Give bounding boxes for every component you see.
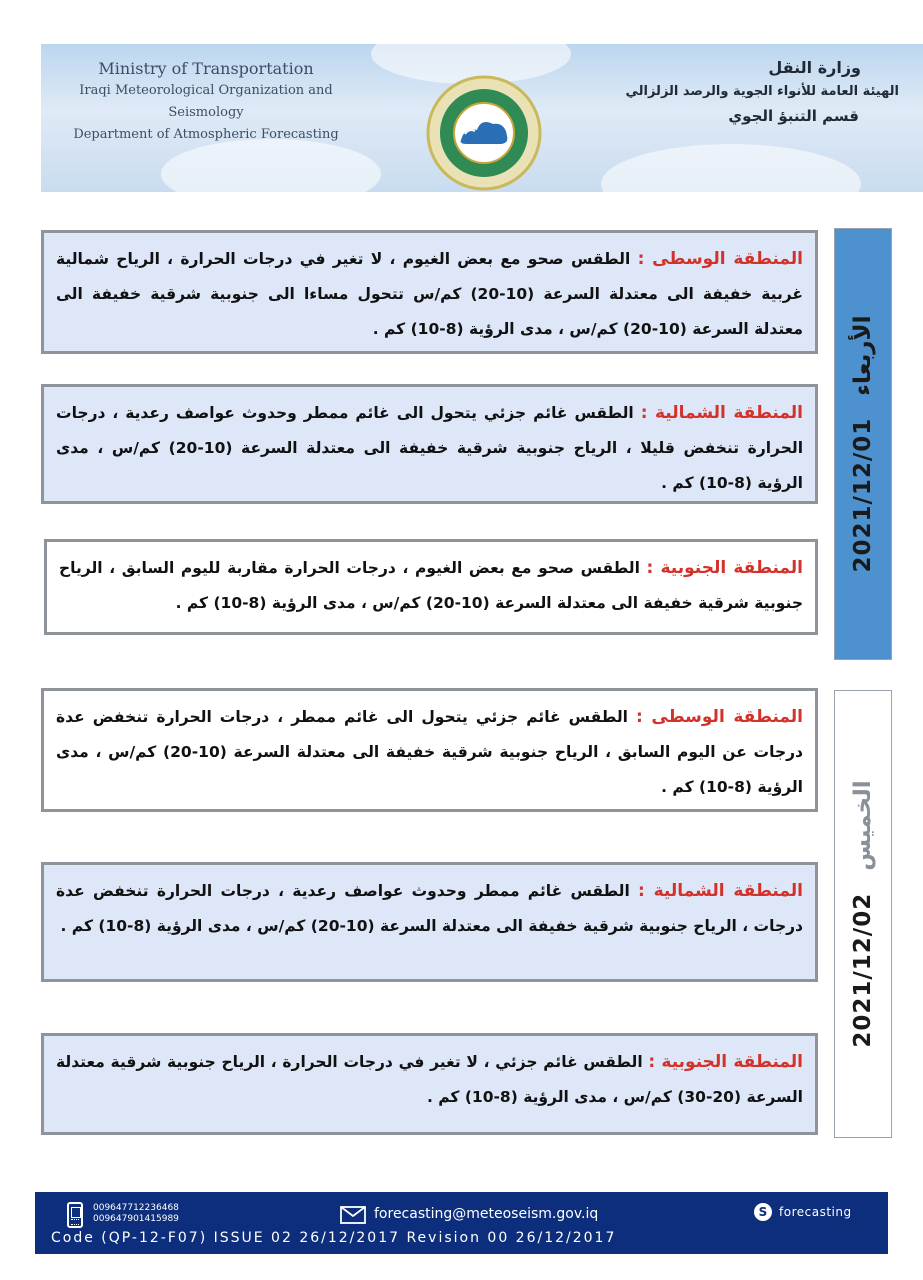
forecast-date: 2021/12/01 bbox=[850, 417, 876, 573]
header-english bbox=[51, 58, 361, 146]
date-sidebar-day1 bbox=[834, 228, 892, 660]
phone-numbers bbox=[93, 1203, 179, 1225]
department-name-ar: قسم التنبؤ الجوي bbox=[728, 107, 859, 125]
forecast-box-day1-north bbox=[41, 384, 818, 504]
forecast-text: الطقس غائم جزئي يتحول الى غائم ممطر ، درجات الحرارة تنخفض عدة درجات عن اليوم السابق ، الرياح جنوبية شرقية خفيفة الى معتدلة السرعة (10-20) كم/س ، مدى الرؤية (8-10) كم . bbox=[56, 708, 804, 796]
forecast-text: الطقس غائم جزئي يتحول الى غائم ممطر وحدوث عواصف رعدية ، درجات الحرارة تنخفض قليلا ، الرياح جنوبية شرقية خفيفة الى معتدلة السرعة (10-20) كم/س ، مدى الرؤية (8-10) كم . bbox=[56, 404, 804, 492]
region-label: المنطقة الجنوبية : bbox=[648, 1052, 804, 1072]
forecast-date: 2021/12/02 bbox=[850, 892, 876, 1048]
region-label: المنطقة الوسطى : bbox=[637, 249, 803, 269]
skype-icon: S bbox=[754, 1203, 772, 1221]
organization-name-ar: الهيئة العامة للأنواء الجوية والرصد الزلزالي bbox=[625, 84, 899, 99]
forecast-text: الطقس غائم جزئي ، لا تغير في درجات الحرارة ، الرياح جنوبية شرقية معتدلة السرعة (20-30) كم/س ، مدى الرؤية (8-10) كم . bbox=[56, 1053, 803, 1106]
forecast-text: الطقس صحو مع بعض الغيوم ، لا تغير في درجات الحرارة ، الرياح شمالية غربية خفيفة الى معتدلة السرعة (10-20) كم/س تتحول مساءا الى جنوبية شرقية خفيفة الى معتدلة السرعة (10-20) كم/س ، مدى الرؤية (8-10) كم . bbox=[56, 250, 804, 338]
header-banner bbox=[41, 44, 923, 192]
header-arabic bbox=[599, 56, 899, 128]
forecast-day: الخميس bbox=[850, 780, 876, 871]
forecast-box-day2-south bbox=[41, 1033, 818, 1135]
meteorological-organization-emblem-icon bbox=[425, 74, 543, 192]
phone-icon bbox=[67, 1202, 83, 1228]
forecast-box-day1-central bbox=[41, 230, 818, 354]
mail-icon bbox=[340, 1206, 366, 1224]
region-label: المنطقة الجنوبية : bbox=[646, 558, 803, 578]
forecast-text: الطقس صحو مع بعض الغيوم ، درجات الحرارة مقاربة لليوم السابق ، الرياح جنوبية شرقية خفيفة الى معتدلة السرعة (10-20) كم/س ، مدى الرؤية (8-10) كم . bbox=[59, 559, 803, 612]
forecast-box-day2-north bbox=[41, 862, 818, 982]
forecast-text: الطقس غائم ممطر وحدوث عواصف رعدية ، درجات الحرارة تنخفض عدة درجات ، الرياح جنوبية شرقية خفيفة الى معتدلة السرعة (10-20) كم/س ، مدى الرؤية (8-10) كم . bbox=[56, 882, 803, 935]
forecast-day: الأربعاء bbox=[850, 315, 876, 396]
phone-number: 009647901415989 bbox=[93, 1214, 179, 1224]
email-link[interactable]: forecasting@meteoseism.gov.iq bbox=[374, 1206, 599, 1222]
document-code-line: Code (QP-12-F07) ISSUE 02 26/12/2017 Revision 00 26/12/2017 bbox=[51, 1230, 617, 1246]
region-label: المنطقة الوسطى : bbox=[636, 707, 803, 727]
forecast-box-day1-south bbox=[44, 539, 818, 635]
department-name-en: Department of Atmospheric Forecasting bbox=[73, 127, 339, 142]
ministry-name-ar: وزارة النقل bbox=[768, 58, 861, 77]
date-sidebar-day2 bbox=[834, 690, 892, 1138]
region-label: المنطقة الشمالية : bbox=[638, 881, 803, 901]
region-label: المنطقة الشمالية : bbox=[640, 403, 803, 423]
organization-name-en: Iraqi Meteorological Organization and Seismology bbox=[79, 83, 333, 120]
footer-bar bbox=[35, 1192, 888, 1254]
phone-number: 009647712236468 bbox=[93, 1203, 179, 1213]
forecast-box-day2-central bbox=[41, 688, 818, 812]
ministry-name-en: Ministry of Transportation bbox=[98, 59, 314, 78]
skype-handle[interactable]: forecasting bbox=[779, 1205, 852, 1219]
